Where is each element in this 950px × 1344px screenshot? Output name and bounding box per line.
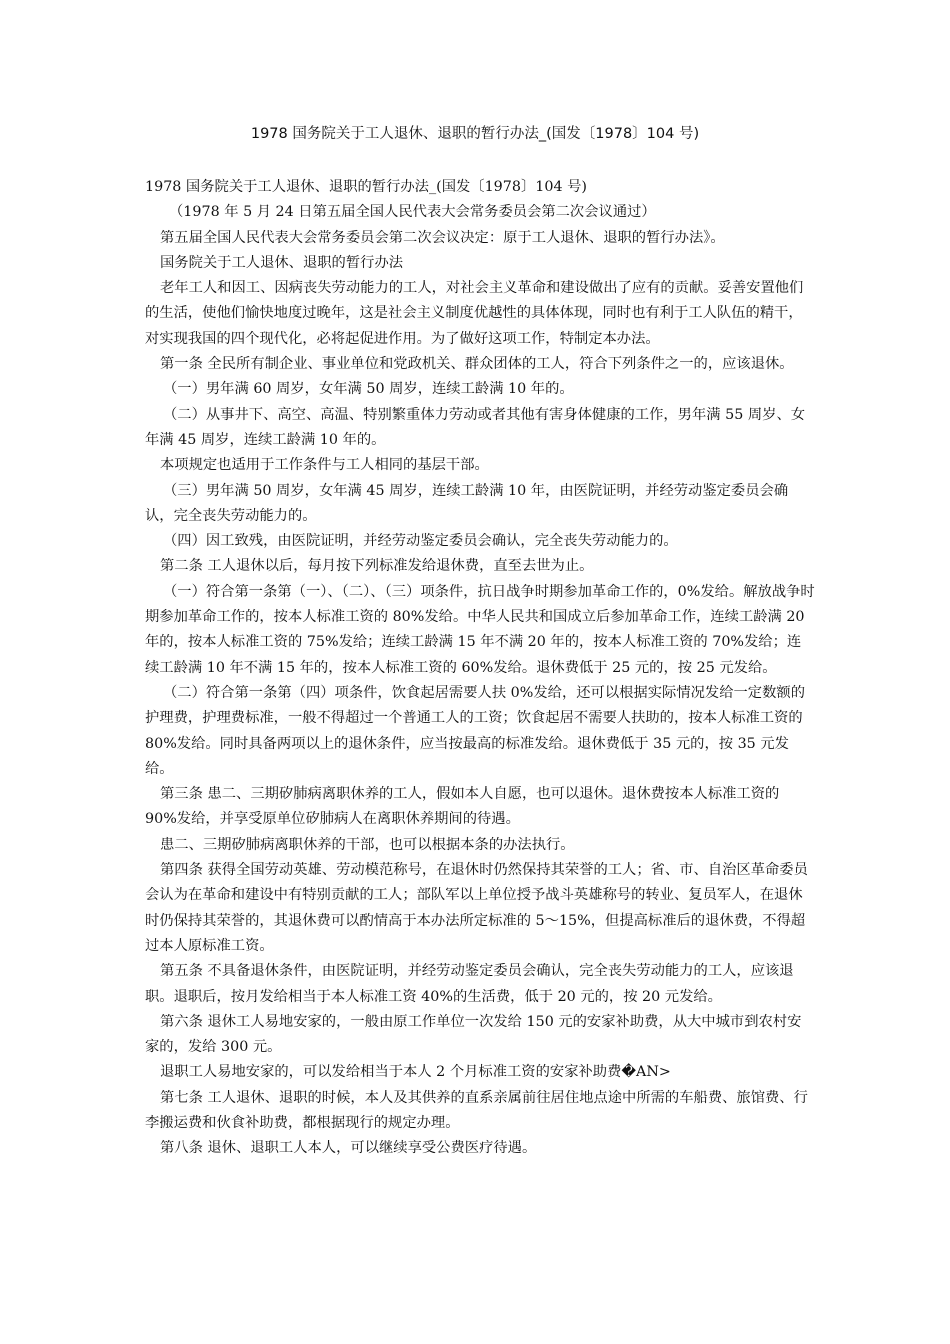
article-3-note: 患二、三期矽肺病离职休养的干部，也可以根据本条的办法执行。 (160, 836, 575, 853)
article-2-item-1: （一）符合第一条第（一）、（二）、（三）项条件，抗日战争时期参加革命工作的，0%发给。解放战争时期参加革命工作的，按本人标准工资的 80%发给。中华人民共和国成立后参加革命工作，连续工龄满 20 年的，按本人标准工资的 75%发给；连续工龄满 15 年不满 20 年的，按本人标准工资的 70%发给；连续工龄满 10 年不满 15 年的，按本人标准工资的 60%发给。退休费低于 25 元的，按 25 元发给。 (145, 583, 815, 676)
article-7: 第七条 工人退休、退职的时候，本人及其供养的直系亲属前往居住地点途中所需的车船费、旅馆费、行李搬运费和伙食补助费，都根据现行的规定办理。 (145, 1089, 808, 1131)
article-6-note: 退职工人易地安家的，可以发给相当于本人 2 个月标准工资的安家补助费�AN> (160, 1064, 671, 1081)
article-3: 第三条 患二、三期矽肺病离职休养的工人，假如本人自愿，也可以退休。退休费按本人标准工资的 90%发给，并享受原单位矽肺病人在离职休养期间的待遇。 (145, 786, 780, 828)
paragraph-preamble: 老年工人和因工、因病丧失劳动能力的工人，对社会主义革命和建设做出了应有的贡献。妥善安置他们的生活，使他们愉快地度过晚年，这是社会主义制度优越性的具体体现，同时也有利于工人队伍的精干，对实现我国的四个现代化，必将起促进作用。为了做好这项工作，特制定本办法。 (145, 280, 804, 347)
paragraph-subtitle: 国务院关于工人退休、退职的暂行办法 (160, 254, 404, 271)
article-1-item-3: （三）男年满 50 周岁，女年满 45 周岁，连续工龄满 10 年，由医院证明，并经劳动鉴定委员会确认，完全丧失劳动能力的。 (145, 482, 789, 524)
article-2-item-2: （二）符合第一条第（四）项条件，饮食起居需要人扶 0%发给，还可以根据实际情况发给一定数额的护理费，护理费标准，一般不得超过一个普通工人的工资；饮食起居不需要人扶助的，按本人标准工资的 80%发给。同时具备两项以上的退休条件，应当按最高的标准发给。退休费低于 35 元的，按 35 元发给。 (145, 684, 805, 777)
document-title: 1978 国务院关于工人退休、退职的暂行办法_(国发〔1978〕104 号) (250, 126, 700, 142)
article-1-item-4: （四）因工致残，由医院证明，并经劳动鉴定委员会确认，完全丧失劳动能力的。 (163, 533, 678, 550)
article-1-item-2: （二）从事井下、高空、高温、特别繁重体力劳动或者其他有害身体健康的工作，男年满 55 周岁、女年满 45 周岁，连续工龄满 10 年的。 (145, 406, 806, 448)
article-4: 第四条 获得全国劳动英雄、劳动模范称号，在退休时仍然保持其荣誉的工人；省、市、自治区革命委员会认为在革命和建设中有特别贡献的工人；部队军以上单位授予战斗英雄称号的转业、复员军人，在退休时仍保持其荣誉的，其退休费可以酌情高于本办法所定标准的 5～15%，但提高标准后的退休费，不得超过本人原标准工资。 (145, 862, 808, 954)
article-6: 第六条 退休工人易地安家的，一般由原工作单位一次发给 150 元的安家补助费，从大中城市到农村安家的，发给 300 元。 (145, 1013, 802, 1056)
article-1-item-1: （一）男年满 60 周岁，女年满 50 周岁，连续工龄满 10 年的。 (163, 381, 574, 398)
adoption-note: （1978 年 5 月 24 日第五届全国人民代表大会常务委员会第二次会议通过） (169, 204, 656, 221)
article-1: 第一条 全民所有制企业、事业单位和党政机关、群众团体的工人，符合下列条件之一的，应该退休。 (160, 356, 794, 373)
article-1-item-2-note: 本项规定也适用于工作条件与工人相同的基层干部。 (160, 457, 489, 474)
document-body (145, 175, 815, 1162)
article-8: 第八条 退休、退职工人本人，可以继续享受公费医疗待遇。 (160, 1140, 537, 1157)
article-5: 第五条 不具备退休条件，由医院证明，并经劳动鉴定委员会确认，完全丧失劳动能力的工人，应该退职。退职后，按月发给相当于本人标准工资 40%的生活费，低于 20 元的，按 20 元发给。 (145, 963, 794, 1005)
body-heading: 1978 国务院关于工人退休、退职的暂行办法_(国发〔1978〕104 号) (145, 179, 587, 195)
paragraph-decision: 第五届全国人民代表大会常务委员会第二次会议决定：原于工人退休、退职的暂行办法》。 (160, 229, 725, 246)
article-2: 第二条 工人退休以后，每月按下列标准发给退休费，直至去世为止。 (160, 558, 594, 575)
